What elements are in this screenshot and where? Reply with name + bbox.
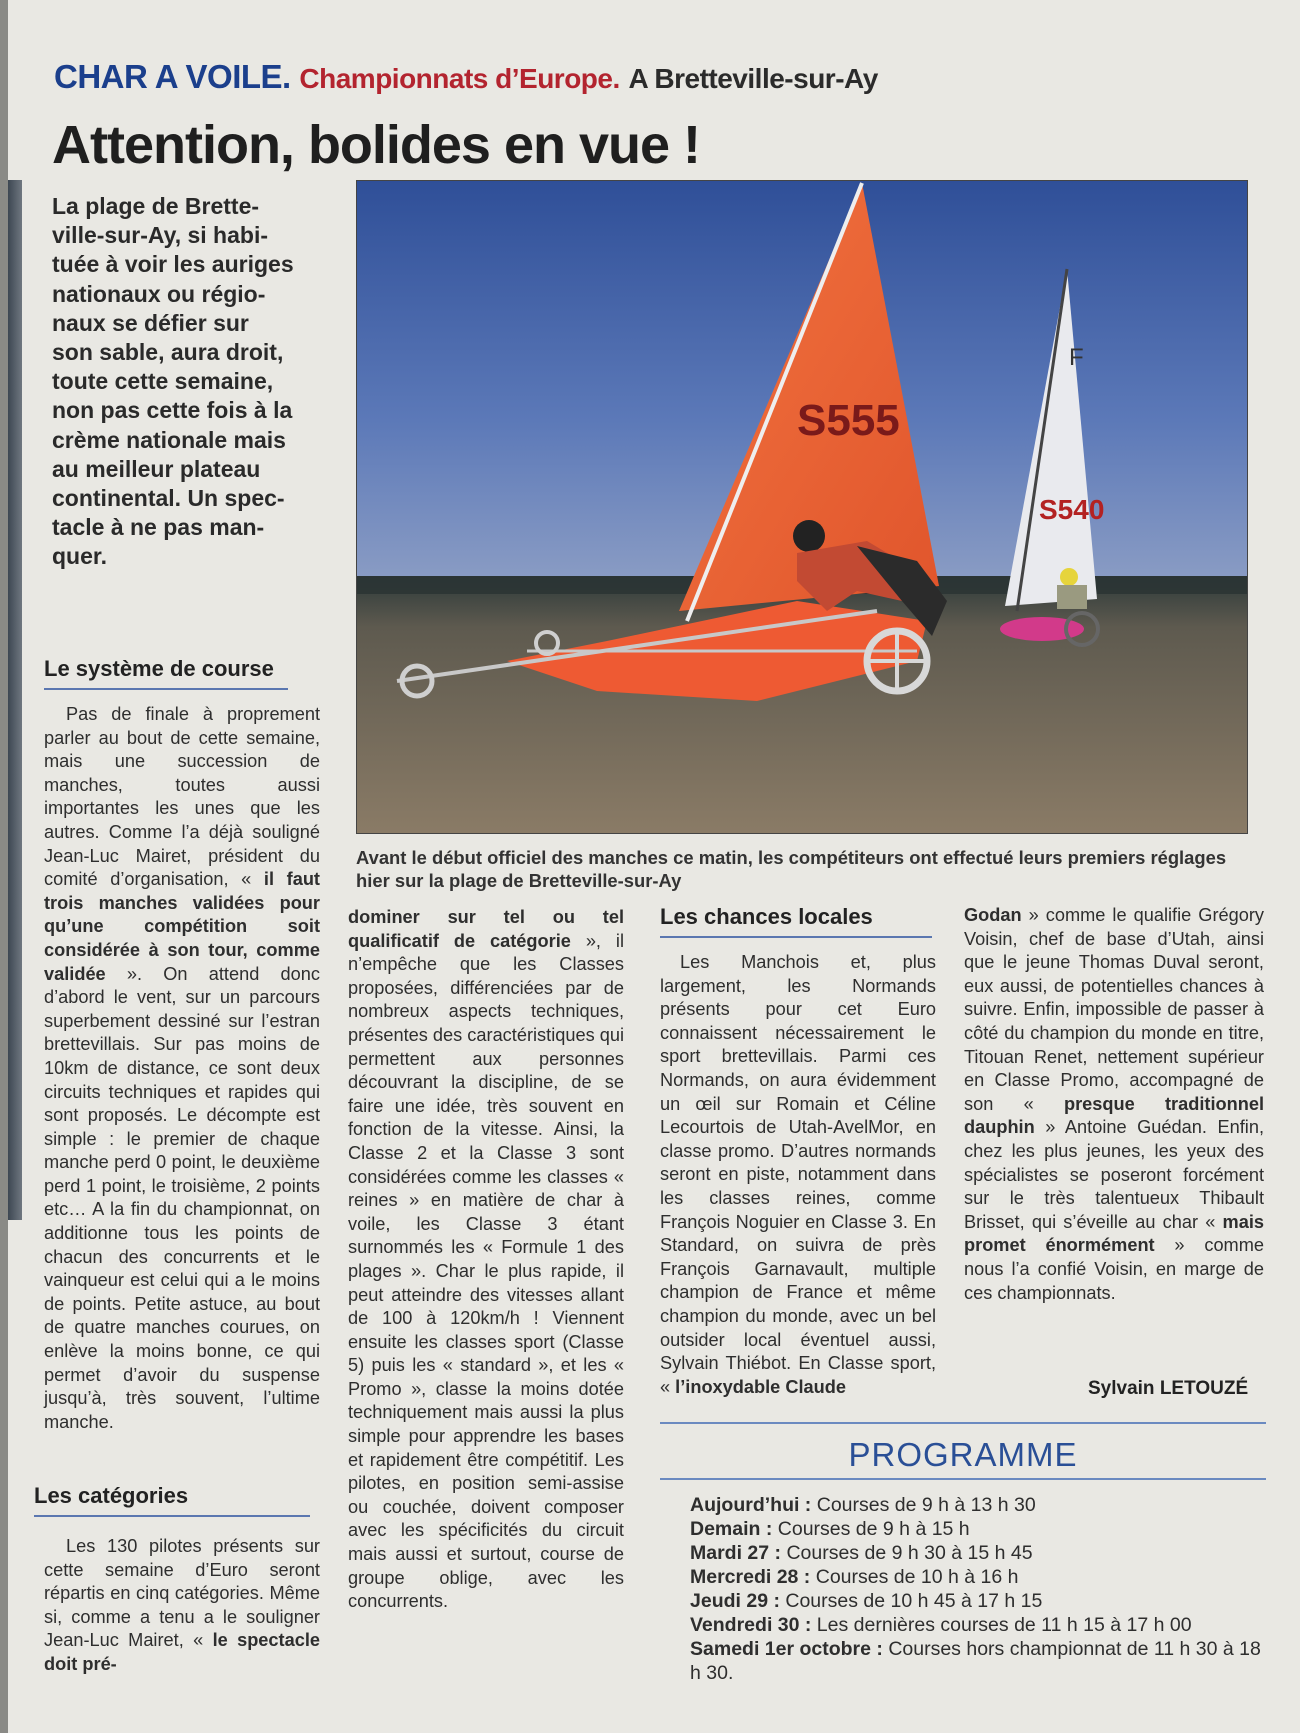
- lead-line: ville-sur-Ay, si habi-: [52, 222, 268, 249]
- lead-line: non pas cette fois à la: [52, 397, 293, 424]
- article-column-1: [44, 703, 320, 1434]
- programme-title: PROGRAMME: [848, 1436, 1078, 1473]
- col4-text-b: » Antoine Guédan. Enfin, chez les plus jeunes, les yeux des spécialistes se poseront forcément sur le très talentueux Thibault Brisset, qui s’éveille au char «: [964, 1117, 1264, 1232]
- lead-line: son sable, aura droit,: [52, 339, 284, 366]
- programme-item: [690, 1565, 1270, 1589]
- systeme-text-b: ». On attend donc d’abord le vent, sur un parcours superbement dessiné sur l’estran brettevillais. Sur pas moins de 10km de distance, ce sont deux circuits techniques et rapides qui sont proposés. Le décompte est simple : le premier de chaque manche perd 0 point, le deuxième perd 1 point, le troisième, 2 points etc… A la fin du championnat, on additionne tous les points de chacun des concurrents et le vainqueur est celui qui a le moins de points. Petite astuce, au bout de quatre manches courues, on enlève la moins bonne, ce qui permet d’avoir du suspense jusqu’à, très souvent, l’ultime manche.: [44, 963, 320, 1432]
- programme-hours: Courses de 9 h à 15 h: [772, 1518, 970, 1540]
- photo-caption: Avant le début officiel des manches ce matin, les compétiteurs ont effectué leurs premiers réglages hier sur la plage de Bretteville-sur-Ay: [356, 847, 1227, 891]
- rubric-section: CHAR A VOILE.: [54, 58, 291, 95]
- lead-line: tacle à ne pas man-: [52, 514, 265, 541]
- systeme-quote: il faut trois manches validées pour qu’une compétition soit considérée à son tour, comme validée: [44, 869, 320, 984]
- programme-item: [690, 1613, 1270, 1637]
- programme-hours: Courses de 10 h 45 à 17 h 15: [779, 1590, 1043, 1612]
- newspaper-page: [8, 0, 1300, 1733]
- programme-item: [690, 1541, 1270, 1565]
- lead-line: tuée à voir les auriges: [52, 251, 294, 278]
- adjacent-page-edge: [8, 180, 22, 1220]
- lead-line: crème nationale mais: [52, 426, 286, 453]
- programme-item: [690, 1493, 1270, 1517]
- programme-hours: Les dernières courses de 11 h 15 à 17 h 00: [811, 1614, 1192, 1636]
- lead-line: continental. Un spec-: [52, 485, 285, 512]
- programme-item: [690, 1517, 1270, 1541]
- col3-text: Les Manchois et, plus largement, les Normands présents pour cet Euro connaissent nécessairement le sport brettevillais. Parmi ces Normands, on aura évidemment un œil sur Romain et Céline Lecourtois de Utah-AvelMor, en classe promo. D’autres normands seront en piste, notamment dans les classes reines, comme François Noguier en Classe 3. En Standard, on suivra de près François Garnavault, multiple champion de France et même champion du monde, avec un bel outsider local éventuel aussi, Sylvain Thiébot. En Classe sport, «: [660, 952, 936, 1397]
- sail-right-letter: F: [1069, 344, 1084, 371]
- programme-day: Mercredi 28 :: [690, 1566, 811, 1588]
- article-column-4: [964, 904, 1264, 1305]
- categories-quote: le spectacle doit pré-: [44, 1630, 320, 1674]
- article-column-1b: [44, 1535, 320, 1677]
- article-column-2: [348, 906, 624, 1614]
- programme-day: Aujourd’hui :: [690, 1494, 812, 1516]
- col4-text-c: » comme nous l’a confié Voisin, en marge de ces championnats.: [964, 1235, 1264, 1303]
- categories-text: Les 130 pilotes présents sur cette semaine d’Euro seront répartis en cinq catégories. Même si, comme a tenu a le souligner Jean-Luc Mairet, «: [44, 1536, 320, 1651]
- programme-day: Samedi 1er octobre :: [690, 1638, 883, 1660]
- programme-hours: Courses de 10 h à 16 h: [810, 1566, 1019, 1588]
- sail-right-number: S540: [1039, 494, 1105, 525]
- programme-rule-top: [660, 1422, 1266, 1424]
- headline: Attention, bolides en vue !: [52, 115, 701, 175]
- programme-hours: Courses de 9 h à 13 h 30: [811, 1494, 1036, 1516]
- col2-quote: dominer sur tel ou tel qualificatif de catégorie: [348, 907, 624, 951]
- programme-day: Mardi 27 :: [690, 1542, 782, 1564]
- lead-line: quer.: [52, 543, 107, 570]
- programme-list: [690, 1493, 1270, 1685]
- section-heading-chances: Les chances locales: [660, 904, 932, 938]
- lead-line: au meilleur plateau: [52, 455, 261, 482]
- lead-line: nationaux ou régio-: [52, 280, 266, 307]
- programme-item: [690, 1589, 1270, 1613]
- lead-line: La plage de Brette-: [52, 193, 260, 219]
- rubric: [54, 58, 878, 96]
- systeme-text-a: Pas de finale à proprement parler au bout de cette semaine, mais une succession de manches, toutes aussi importantes les unes que les autres. Comme l’a déjà souligné Jean-Luc Mairet, président du comité d’organisation, «: [44, 704, 320, 890]
- programme-day: Vendredi 30 :: [690, 1614, 812, 1636]
- col4-quote-2: presque traditionnel dauphin: [964, 1093, 1265, 1138]
- col4-quote-1: Godan: [964, 905, 1022, 925]
- sail-left-number: S555: [797, 396, 900, 445]
- section-heading-categories: Les catégories: [34, 1483, 310, 1517]
- section-heading-systeme: Le système de course: [44, 656, 288, 690]
- programme-day: Jeudi 29 :: [690, 1590, 780, 1612]
- col2-text: », il n’empêche que les Classes proposées, différenciées par de nombreux aspects techniques, présentes des caractéristiques qui permettent aux personnes découvrant la discipline, de se faire une idée, très souvent en fonction de la vitesse. Ainsi, la Classe 2 et la Classe 3 sont considérées comme les classes « reines » en matière de char à voile, les Classe 3 étant surnommés les « Formule 1 des plages ». Char le plus rapide, il peut atteindre des vitesses allant de 100 à 120km/h ! Viennent ensuite les classes sport (Classe 5) puis les « standard », et les « Promo », classe la moins dotée techniquement mais aussi la plus simple pour apprendre les bases et rapidement être compétitif. Les pilotes, en position semi-assise ou couchée, doivent composer avec les spécificités du circuit mais aussi et surtout, course de groupe oblige, avec les concurrents.: [348, 930, 624, 1612]
- programme-day: Demain :: [690, 1518, 773, 1540]
- programme-hours: Courses hors championnat de 11 h 30 à 18 h 30.: [690, 1638, 1261, 1684]
- lead-line: toute cette semaine,: [52, 368, 274, 395]
- programme-hours: Courses de 9 h 30 à 15 h 45: [781, 1542, 1033, 1564]
- lead-line: naux se défier sur: [52, 309, 249, 336]
- author-signature: Sylvain LETOUZÉ: [1088, 1378, 1249, 1399]
- lead-paragraph: [52, 192, 322, 572]
- col4-quote-3: mais promet énormément: [964, 1211, 1264, 1256]
- article-column-3: [660, 951, 936, 1399]
- programme-item: [690, 1637, 1270, 1685]
- col4-text-a: » comme le qualifie Grégory Voisin, chef de base d’Utah, ainsi que le jeune Thomas Duval seront, eux aussi, de potentielles chances à suivre. Enfin, impossible de passer à côté du champion du monde en titre, Titouan Renet, nettement supérieur en Classe Promo, accompagné de son «: [964, 905, 1264, 1114]
- programme-rule-bottom: [660, 1478, 1266, 1480]
- col3-quote: l’inoxydable Claude: [675, 1376, 846, 1397]
- sand-yacht-photo: [356, 180, 1248, 834]
- rubric-place: A Bretteville-sur-Ay: [628, 63, 878, 94]
- rubric-event: Championnats d’Europe.: [299, 63, 620, 94]
